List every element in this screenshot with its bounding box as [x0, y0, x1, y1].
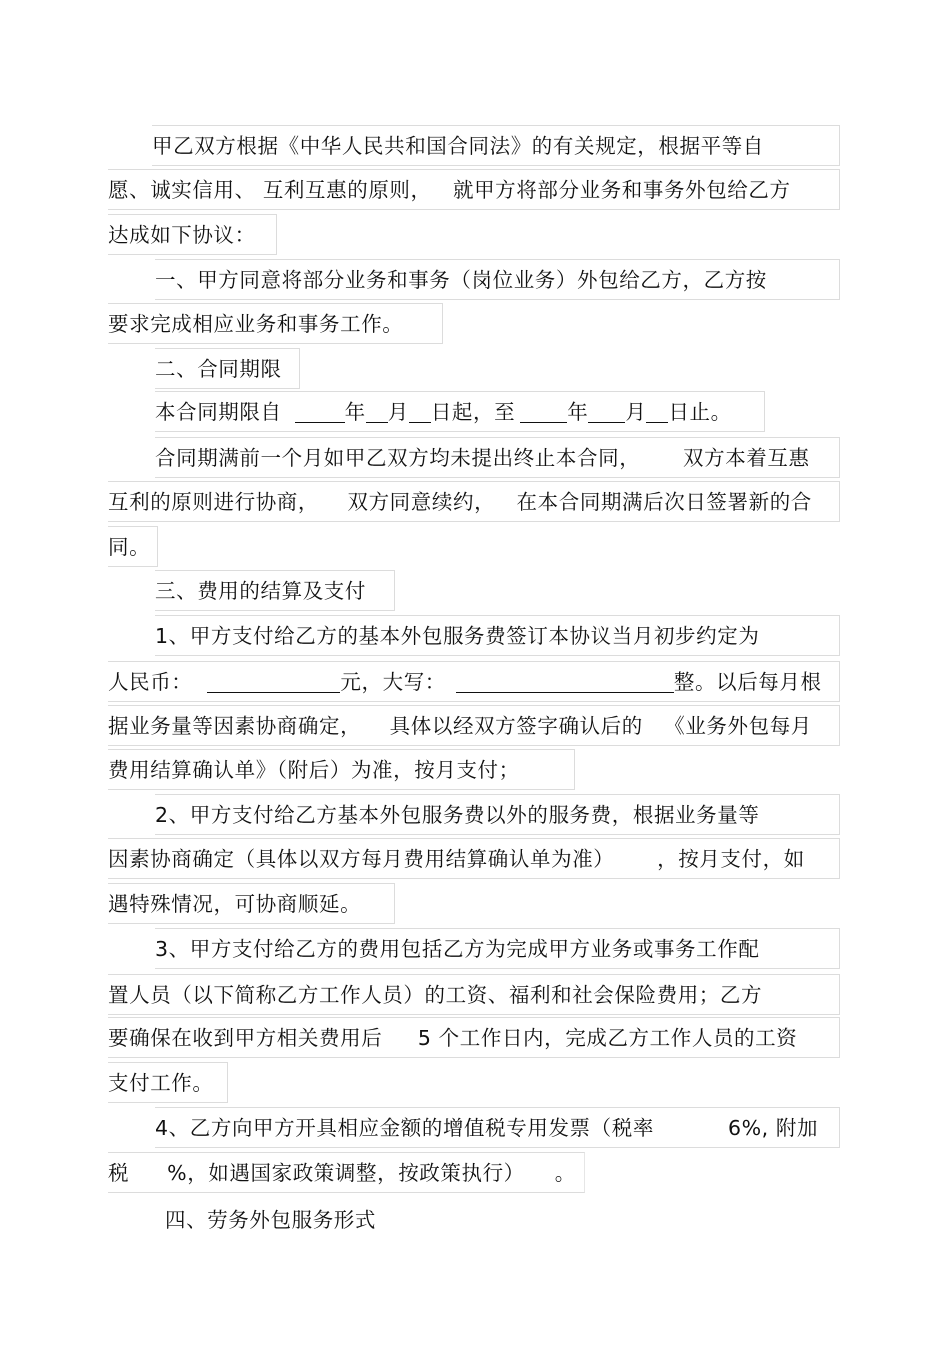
renewal-line: 同。 — [108, 526, 158, 567]
fee-line: 费用结算确认单》（附后）为准，按月支付； — [108, 749, 575, 790]
clause-1-line: 一、甲方同意将部分业务和事务（岗位业务）外包给乙方，乙方按 — [155, 259, 840, 300]
start-year-blank[interactable] — [295, 400, 345, 423]
fee-line: 支付工作。 — [108, 1062, 228, 1103]
end-month-blank[interactable] — [588, 400, 625, 423]
fee-line: 据业务量等因素协商确定， 具体以经双方签字确认后的 《业务外包每月 — [108, 705, 840, 746]
contract-term-line — [155, 391, 765, 432]
renewal-line: 合同期满前一个月如甲乙双方均未提出终止本合同， 双方本着互惠 — [155, 437, 840, 478]
month-label: 月 — [625, 400, 647, 424]
clause-1-line: 要求完成相应业务和事务工作。 — [108, 303, 443, 344]
start-month-blank[interactable] — [366, 400, 388, 423]
fee-line: 1、甲方支付给乙方的基本外包服务费签订本协议当月初步约定为 — [155, 615, 840, 656]
paragraph-line: 达成如下协议： — [108, 214, 277, 255]
tax-line — [155, 1107, 840, 1148]
tax-text: 4、乙方向甲方开具相应金额的增值税专用发票（税率 — [155, 1116, 654, 1140]
amount-words-label: 元，大写： — [340, 670, 446, 694]
fee-line: 因素协商确定（具体以双方每月费用结算确认单为准） ，按月支付，如 — [108, 838, 840, 879]
section-heading-service-form: 四、劳务外包服务形式 — [165, 1208, 376, 1232]
surcharge-text: %，如遇国家政策调整，按政策执行） — [167, 1161, 525, 1185]
paragraph-line: 甲乙双方根据《中华人民共和国合同法》的有关规定，根据平等自 — [152, 125, 840, 166]
month-label: 月 — [387, 400, 409, 424]
renewal-line: 互利的原则进行协商， 双方同意续约， 在本合同期满后次日签署新的合 — [108, 481, 840, 522]
fee-line: 要确保在收到甲方相关费用后 5 个工作日内，完成乙方工作人员的工资 — [108, 1017, 840, 1058]
end-year-blank[interactable] — [520, 400, 567, 423]
term-end-text: 日止。 — [668, 400, 732, 424]
section-heading-contract-term: 二、合同期限 — [155, 348, 300, 389]
fee-amount-line — [108, 661, 840, 702]
surcharge-label: 税 — [108, 1161, 130, 1185]
tax-line — [108, 1152, 585, 1193]
year-label: 年 — [344, 400, 366, 424]
tax-rate: 6%, 附加 — [727, 1116, 819, 1140]
amount-figure-blank[interactable] — [207, 670, 340, 693]
paragraph-line: 愿、诚实信用、 互利互惠的原则， 就甲方将部分业务和事务外包给乙方 — [108, 169, 840, 210]
rmb-label: 人民币： — [108, 670, 193, 694]
period-mark: 。 — [554, 1161, 576, 1185]
fee-line: 2、甲方支付给乙方基本外包服务费以外的服务费，根据业务量等 — [155, 794, 840, 835]
amount-words-blank[interactable] — [456, 670, 674, 693]
term-start-text: 日起，至 — [430, 400, 516, 424]
fee-line: 3、甲方支付给乙方的费用包括乙方为完成甲方业务或事务工作配 — [155, 928, 840, 969]
fee-line: 置人员（以下简称乙方工作人员）的工资、福利和社会保险费用；乙方 — [108, 974, 840, 1015]
fee-line: 遇特殊情况，可协商顺延。 — [108, 883, 395, 924]
year-label: 年 — [567, 400, 589, 424]
section-heading-fees: 三、费用的结算及支付 — [155, 570, 395, 611]
term-intro: 本合同期限自 — [155, 400, 282, 424]
start-day-blank[interactable] — [409, 400, 431, 423]
fee-text: 整。以后每月根 — [673, 670, 822, 694]
end-day-blank[interactable] — [646, 400, 668, 423]
